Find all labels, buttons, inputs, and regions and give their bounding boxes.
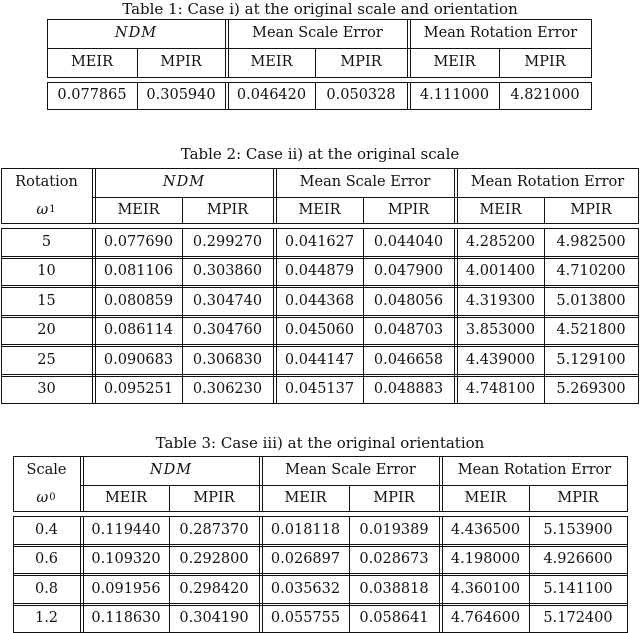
table-caption: Table 3: Case iii) at the original orientation (155, 434, 485, 452)
param-symbol (1, 197, 92, 223)
subheader-mpir: MPIR (387, 201, 430, 218)
subheader-mpir: MPIR (557, 489, 599, 506)
rule-vertical (591, 19, 592, 78)
param-symbol-subscript: 0 (49, 492, 57, 503)
rule-vertical (259, 456, 260, 512)
rule-vertical (92, 228, 93, 404)
data-cell: 0.119440 (91, 521, 161, 538)
data-cell: 0.018118 (270, 521, 341, 538)
data-cell: 4.319300 (465, 292, 536, 309)
data-cell: 5.172400 (543, 610, 613, 626)
header-bottom-rule (13, 511, 628, 512)
param-column-header: Rotation (15, 174, 78, 191)
data-cell: 5.153900 (543, 521, 613, 538)
group-header-1: Mean Scale Error (285, 462, 416, 479)
data-cell: 4.285200 (465, 233, 536, 250)
data-cell: 0.091956 (91, 580, 161, 597)
rule-vertical (259, 516, 260, 633)
subheader-mpir: MPIR (524, 54, 566, 71)
row-param-value: 25 (37, 351, 56, 368)
subheader-mpir: MPIR (206, 201, 249, 218)
data-cell: 0.044368 (284, 292, 355, 309)
data-cell: 4.439000 (465, 351, 536, 368)
subheader-mpir: MPIR (193, 489, 235, 506)
data-cell: 0.038818 (359, 580, 429, 597)
subheader-mpir: MPIR (160, 54, 202, 71)
group-header-2: Mean Rotation Error (457, 462, 612, 479)
data-cell: 5.129100 (556, 351, 626, 368)
param-symbol (13, 485, 80, 511)
row-param-value: 30 (37, 381, 56, 397)
data-cell: 0.109320 (91, 551, 161, 567)
group-header-0: NDM (114, 25, 158, 42)
data-cell: 0.026897 (270, 551, 341, 567)
row-param-value: 15 (37, 292, 56, 309)
data-cell: 0.090683 (103, 351, 174, 368)
subheader-meir: MEIR (433, 54, 476, 71)
data-cell: 0.044879 (284, 263, 355, 279)
data-cell: 4.926600 (543, 551, 613, 567)
rule-vertical (273, 168, 274, 224)
param-symbol-subscript: 1 (49, 204, 57, 215)
row-param-value: 0.8 (34, 580, 59, 597)
data-cell: 0.035632 (270, 580, 341, 597)
rule-vertical (439, 516, 440, 633)
group-header-0: NDM (149, 462, 193, 479)
row-param-value: 10 (37, 263, 56, 279)
header-bottom-rule (47, 77, 592, 78)
subheader-meir: MEIR (479, 201, 522, 218)
row-param-value: 0.6 (34, 551, 59, 567)
row-separator (13, 573, 628, 574)
param-symbol-letter: ω (36, 489, 50, 506)
subheader-meir: MEIR (284, 489, 327, 506)
data-cell: 4.764600 (450, 610, 521, 626)
data-cell: 0.044040 (373, 233, 444, 250)
data-cell: 0.048883 (373, 381, 444, 397)
rule-vertical (591, 82, 592, 110)
rule-vertical (407, 19, 408, 78)
body-bottom-rule (47, 109, 592, 110)
param-symbol-letter: ω (36, 201, 50, 218)
data-cell: 0.292800 (179, 551, 249, 567)
row-param-value: 20 (37, 322, 56, 338)
group-header-1: Mean Scale Error (252, 25, 383, 42)
subheader-meir: MEIR (104, 489, 148, 506)
data-cell: 0.048703 (373, 322, 444, 338)
data-cell: 4.001400 (465, 263, 536, 279)
group-header-1: Mean Scale Error (299, 174, 431, 191)
data-cell: 0.019389 (359, 521, 429, 538)
data-cell: 4.198000 (450, 551, 521, 567)
data-cell: 0.077865 (57, 87, 127, 104)
data-cell: 5.269300 (556, 381, 626, 397)
data-cell: 5.141100 (543, 580, 613, 597)
table-caption: Table 2: Case ii) at the original scale (180, 145, 460, 163)
param-column-header: Scale (26, 462, 67, 479)
data-cell: 0.041627 (284, 233, 355, 250)
rule-vertical (92, 168, 93, 224)
rule-vertical (225, 19, 226, 78)
subheader-meir: MEIR (464, 489, 507, 506)
row-param-value: 0.4 (34, 521, 59, 538)
rule-vertical (80, 516, 81, 633)
data-cell: 0.081106 (103, 263, 174, 279)
data-cell: 0.077690 (103, 233, 174, 250)
data-cell: 0.045137 (284, 381, 355, 397)
rule-vertical (273, 228, 274, 404)
data-cell: 0.048056 (373, 292, 444, 309)
data-cell: 0.046420 (236, 87, 307, 104)
subheader-mpir: MPIR (373, 489, 415, 506)
data-cell: 0.304760 (192, 322, 263, 338)
data-cell: 4.111000 (419, 87, 490, 104)
subheader-meir: MEIR (70, 54, 114, 71)
rule-vertical (454, 168, 455, 224)
data-cell: 0.080859 (103, 292, 174, 309)
subheader-meir: MEIR (250, 54, 293, 71)
data-cell: 0.055755 (270, 610, 341, 626)
row-separator (13, 544, 628, 545)
data-cell: 0.305940 (146, 87, 216, 104)
group-header-0: NDM (162, 174, 206, 191)
rule-vertical (627, 456, 628, 512)
data-cell: 0.287370 (179, 521, 249, 538)
row-param-value: 5 (41, 233, 52, 250)
subheader-meir: MEIR (117, 201, 160, 218)
rule-vertical (407, 82, 408, 110)
data-cell: 0.045060 (284, 322, 355, 338)
data-cell: 4.521800 (556, 322, 626, 338)
subheader-mpir: MPIR (340, 54, 382, 71)
data-cell: 0.298420 (179, 580, 249, 597)
data-cell: 0.058641 (359, 610, 429, 626)
data-cell: 0.044147 (284, 351, 355, 368)
data-cell: 0.304740 (192, 292, 263, 309)
subheader-meir: MEIR (298, 201, 341, 218)
data-cell: 3.853000 (465, 322, 536, 338)
rule-vertical (627, 516, 628, 633)
data-cell: 4.821000 (510, 87, 580, 104)
data-cell: 5.013800 (556, 292, 626, 309)
data-cell: 4.748100 (465, 381, 536, 397)
group-header-2: Mean Rotation Error (470, 174, 625, 191)
data-cell: 0.028673 (359, 551, 429, 567)
rule-vertical (439, 456, 440, 512)
rule-vertical (454, 228, 455, 404)
data-cell: 0.299270 (192, 233, 263, 250)
table-caption: Table 1: Case i) at the original scale and orientation (122, 0, 518, 18)
data-cell: 0.086114 (103, 322, 174, 338)
data-cell: 0.306830 (192, 351, 263, 368)
data-cell: 0.303860 (192, 263, 263, 279)
data-cell: 4.982500 (556, 233, 626, 250)
rule-vertical (638, 228, 639, 404)
group-header-2: Mean Rotation Error (423, 25, 578, 42)
data-cell: 0.118630 (91, 610, 161, 626)
data-cell: 0.047900 (373, 263, 444, 279)
subheader-mpir: MPIR (570, 201, 612, 218)
row-param-value: 1.2 (34, 610, 59, 626)
data-cell: 4.436500 (450, 521, 521, 538)
rule-vertical (80, 456, 81, 512)
row-separator (13, 603, 628, 604)
data-cell: 0.304190 (179, 610, 249, 626)
rule-vertical (225, 82, 226, 110)
data-cell: 0.095251 (103, 381, 174, 397)
data-cell: 0.306230 (192, 381, 263, 397)
data-cell: 4.710200 (556, 263, 626, 279)
data-cell: 0.046658 (373, 351, 444, 368)
rule-vertical (638, 168, 639, 224)
data-cell: 0.050328 (326, 87, 396, 104)
data-cell: 4.360100 (450, 580, 521, 597)
